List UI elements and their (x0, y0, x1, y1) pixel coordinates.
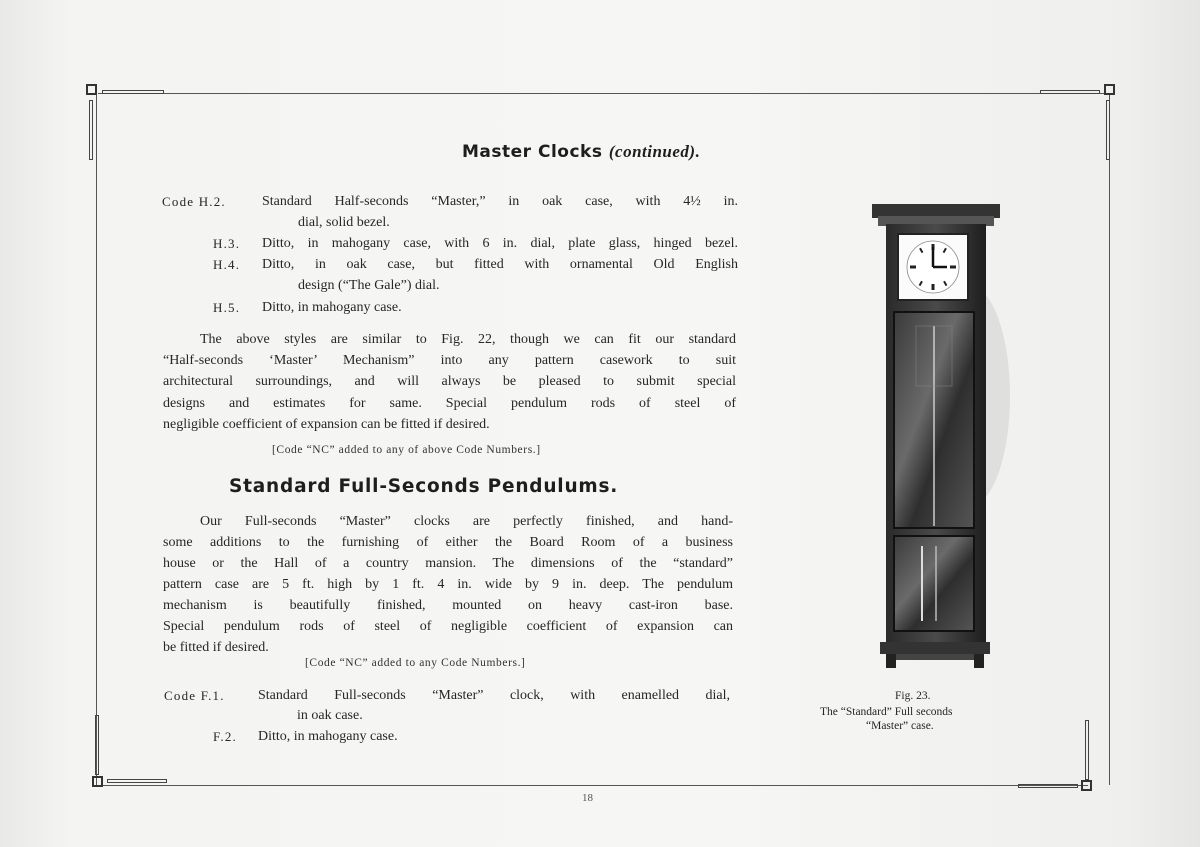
longcase-clock-illustration (850, 196, 1010, 686)
frame-corner-top-right (1104, 84, 1115, 95)
item-description: Ditto, in mahogany case. (258, 729, 398, 744)
paragraph-line: some additions to the furnishing of either the Board Room of a business (163, 535, 733, 550)
frame-corner-bottom-left (92, 776, 103, 787)
page-number: 18 (582, 792, 593, 804)
paragraph-line: be fitted if desired. (163, 640, 269, 655)
item-description: dial, solid bezel. (298, 215, 390, 230)
frame-ornament (1040, 90, 1100, 94)
paragraph-line: designs and estimates for same. Special pendulum rods of steel of (163, 396, 736, 411)
frame-ornament (89, 100, 93, 160)
frame-ornament (107, 779, 167, 783)
paragraph-line: house or the Hall of a country mansion. The dimensions of the “standard” (163, 556, 733, 571)
frame-ornament (95, 715, 99, 775)
frame-corner-top-left (86, 84, 97, 95)
frame-corner-bottom-right (1081, 780, 1092, 791)
section-title-full-seconds: Standard Full-Seconds Pendulums. (229, 476, 619, 497)
item-description: Ditto, in mahogany case. (262, 300, 402, 315)
item-code: H.5. (213, 300, 241, 315)
paragraph-line: “Half-seconds ‘Master’ Mechanism” into any pattern casework to suit (163, 353, 736, 368)
frame-bottom-line (98, 785, 1088, 786)
item-description: Standard Half-seconds “Master,” in oak case, with 4½ in. (262, 194, 738, 209)
paragraph-line: negligible coefficient of expansion can be fitted if desired. (163, 417, 490, 432)
item-code: H.4. (213, 257, 241, 272)
item-description: Standard Full-seconds “Master” clock, with enamelled dial, (258, 688, 730, 703)
item-description: Ditto, in oak case, but fitted with ornamental Old English (262, 257, 738, 272)
frame-ornament (1018, 784, 1078, 788)
item-description: in oak case. (297, 708, 363, 723)
frame-ornament (102, 90, 164, 94)
section-title-master-clocks (462, 142, 700, 162)
frame-left-line (96, 95, 97, 785)
frame-right-line (1109, 95, 1110, 785)
item-description: design (“The Gale”) dial. (298, 278, 440, 293)
title-suffix: (continued). (608, 142, 701, 161)
frame-top-line (98, 93, 1112, 94)
frame-ornament (1106, 100, 1110, 160)
code-note: [Code “NC” added to any Code Numbers.] (305, 657, 526, 669)
item-code: F.2. (213, 729, 237, 744)
item-code: Code H.2. (162, 194, 226, 209)
figure-number: Fig. 23. (895, 690, 931, 702)
paragraph-line: The above styles are similar to Fig. 22, though we can fit our standard (200, 332, 736, 347)
paragraph-line: architectural surroundings, and will always be pleased to submit special (163, 374, 736, 389)
figure-caption: “Master” case. (866, 720, 934, 732)
item-code: H.3. (213, 236, 241, 251)
paragraph-line: Our Full-seconds “Master” clocks are perfectly finished, and hand- (200, 514, 733, 529)
item-code: Code F.1. (164, 688, 225, 703)
title-main: Master Clocks (462, 142, 603, 162)
paragraph-line: pattern case are 5 ft. high by 1 ft. 4 in. wide by 9 in. deep. The pendulum (163, 577, 733, 592)
figure-caption: The “Standard” Full seconds (820, 706, 953, 718)
item-description: Ditto, in mahogany case, with 6 in. dial, plate glass, hinged bezel. (262, 236, 738, 251)
frame-ornament (1085, 720, 1089, 780)
code-note: [Code “NC” added to any of above Code Numbers.] (272, 444, 541, 456)
paragraph-line: Special pendulum rods of steel of negligible coefficient of expansion can (163, 619, 733, 634)
paragraph-line: mechanism is beautifully finished, mounted on heavy cast-iron base. (163, 598, 733, 613)
